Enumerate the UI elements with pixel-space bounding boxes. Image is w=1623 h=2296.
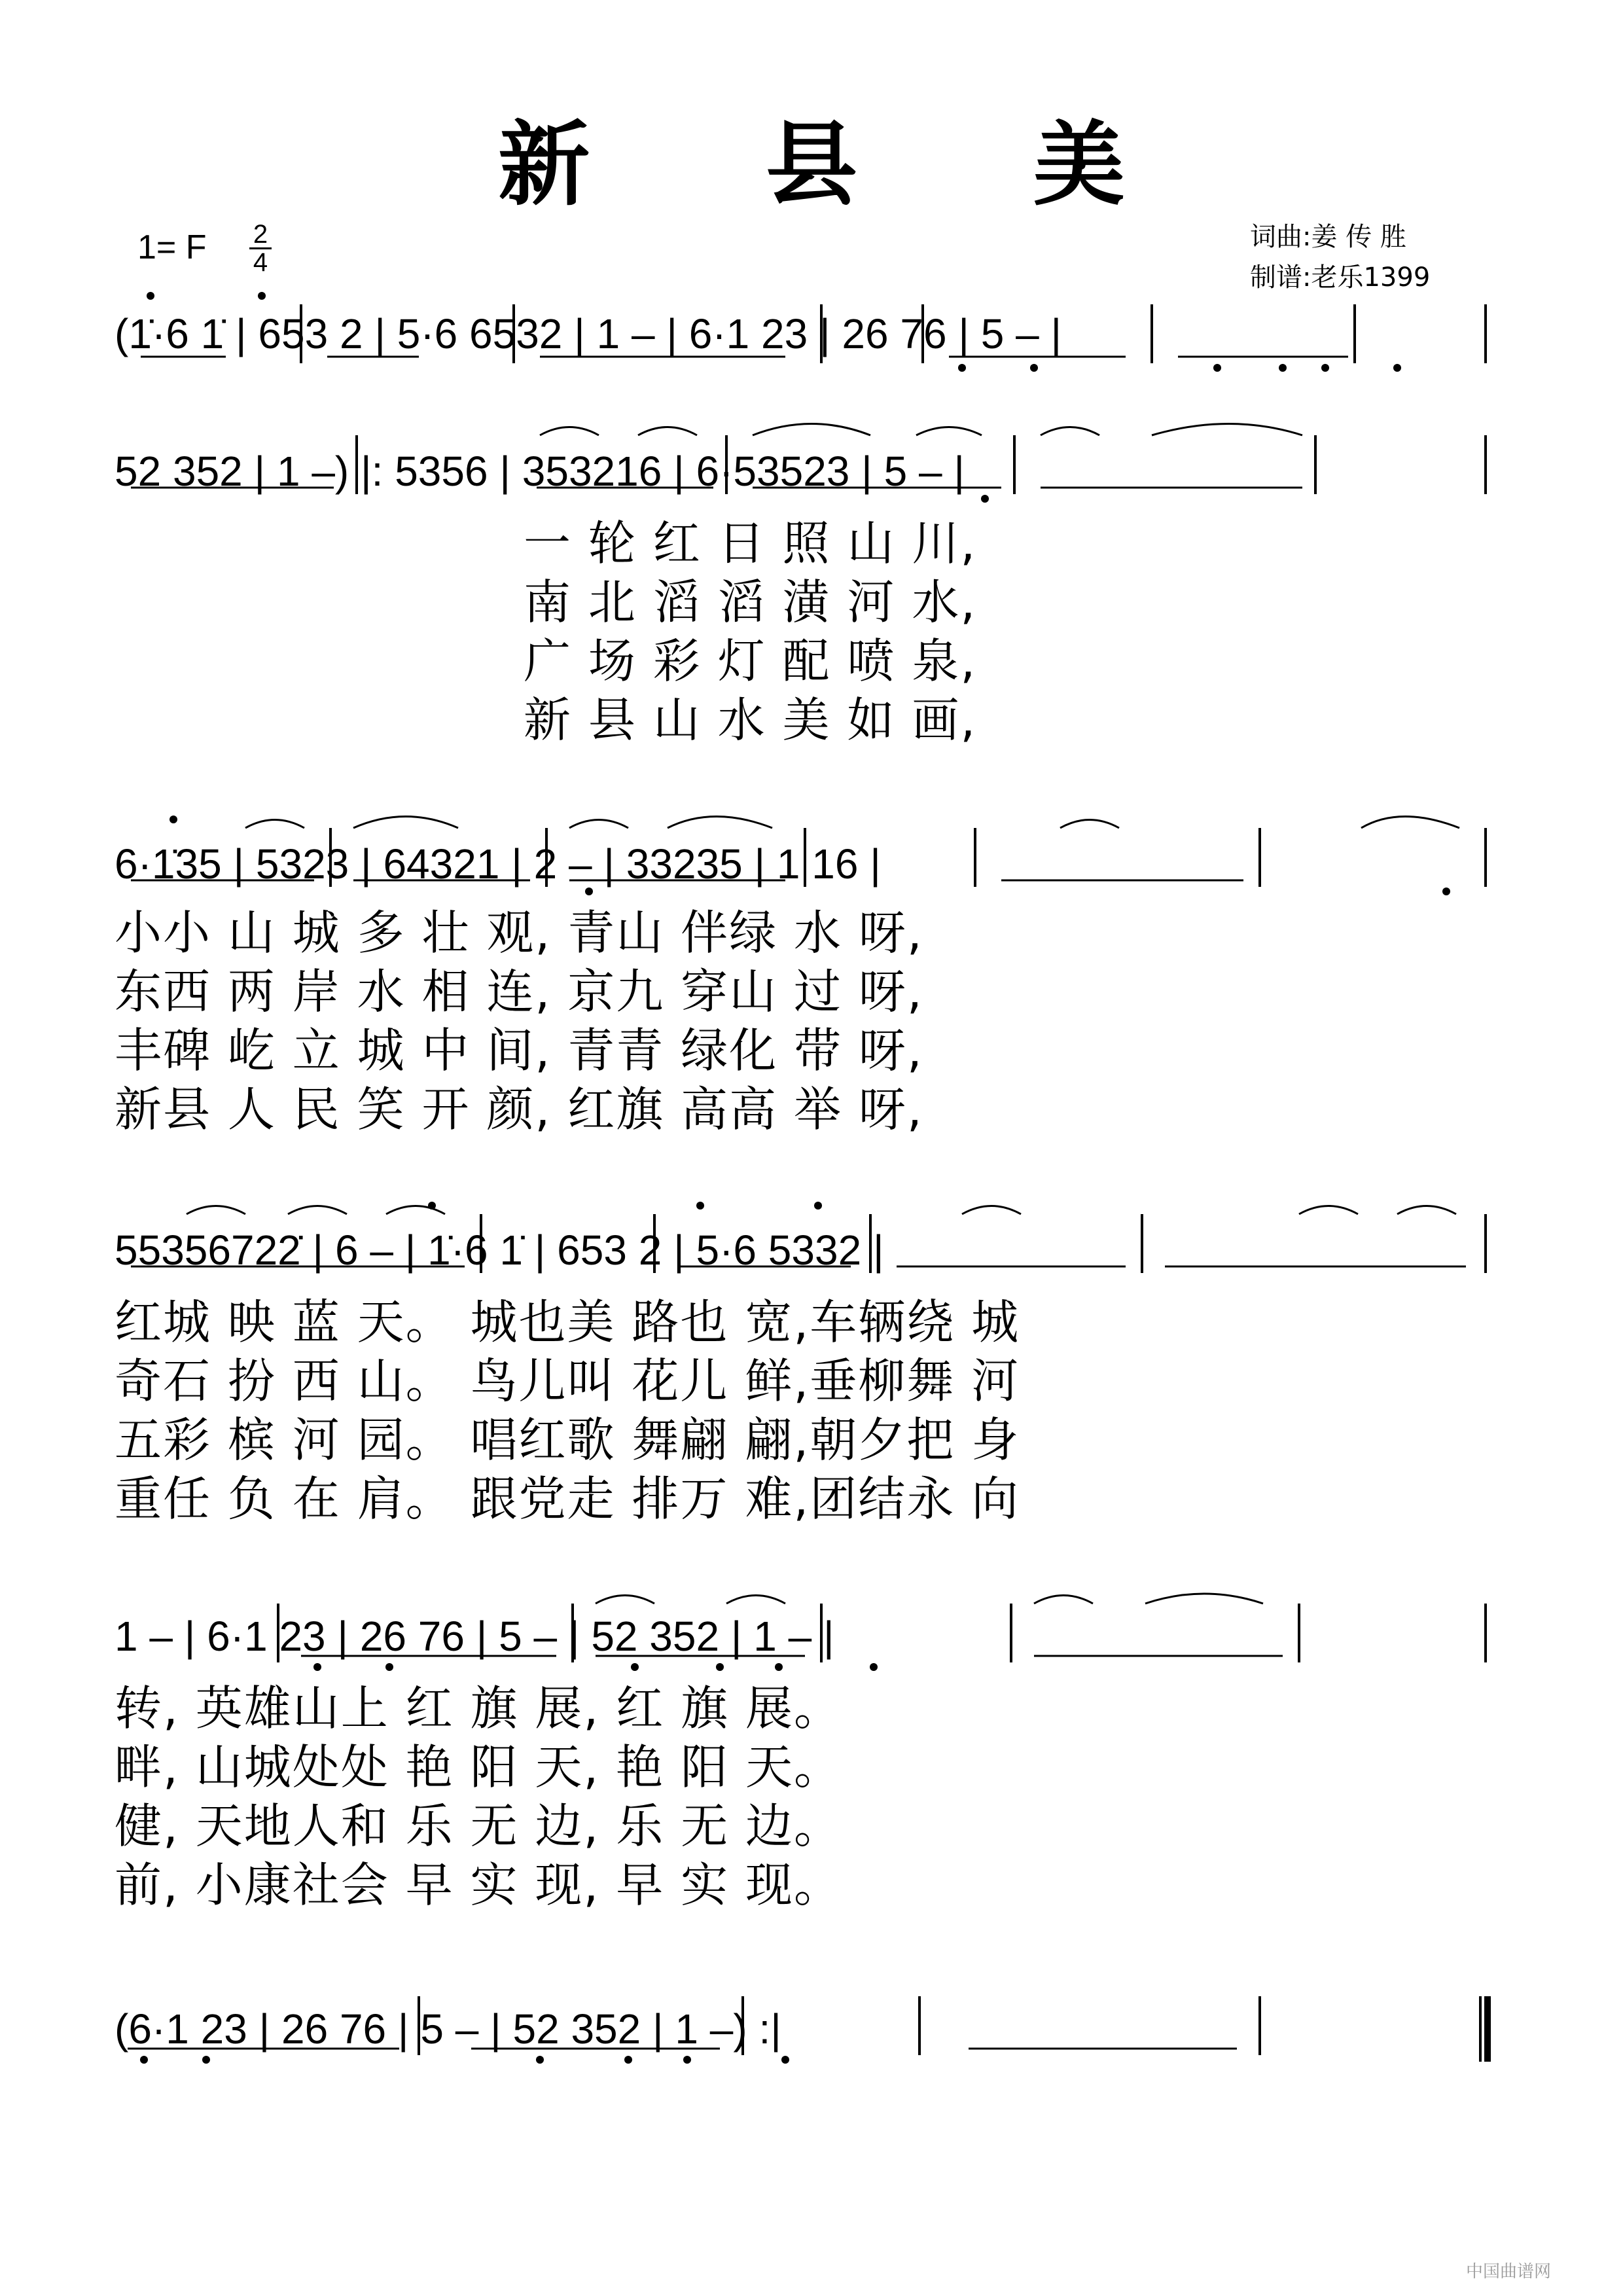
credit-lyrics-music: 词曲:姜 传 胜 — [1250, 222, 1406, 252]
time-signature-bottom: 4 — [253, 248, 268, 277]
song-title: 新 县 美 — [498, 112, 1197, 219]
score-row-6: (6·1 23 | 26 76 | 5 – | 52 352 | 1 –) :| — [115, 2005, 781, 2053]
lyrics-block-3-line-2: 奇石 扮 西 山。 鸟儿叫 花儿 鲜,垂柳舞 河 — [115, 1354, 1020, 1408]
credit-notation: 制谱:老乐1399 — [1250, 262, 1431, 293]
score-row-3: 6·1̇35 | 5323 | 64321 | 2 – | 33235 | 1 16 | — [115, 840, 881, 888]
watermark: 中国曲谱网 — [1466, 2262, 1552, 2282]
lyrics-block-4-line-3: 健, 天地人和 乐 无 边, 乐 无 边。 — [115, 1799, 842, 1854]
lyrics-block-1-line-1: 一 轮 红 日 照 山 川, — [524, 516, 977, 571]
lyrics-block-3-line-1: 红城 映 蓝 天。 城也美 路也 宽,车辆绕 城 — [115, 1295, 1020, 1350]
score-row-1: (1̇·6 1̇ | 653 2 | 5·6 6532 | 1 – | 6·1 23 | 26 76 | 5 – | — [115, 310, 1062, 357]
lyrics-block-4-line-4: 前, 小康社会 早 实 现, 早 实 现。 — [115, 1857, 842, 1912]
lyrics-block-4-line-2: 畔, 山城处处 艳 阳 天, 艳 阳 天。 — [115, 1740, 842, 1795]
time-signature — [247, 221, 274, 276]
lyrics-block-2-line-3: 丰碑 屹 立 城 中 间, 青青 绿化 带 呀, — [115, 1023, 923, 1078]
time-signature-top: 2 — [253, 220, 268, 249]
lyrics-block-2-line-2: 东西 两 岸 水 相 连, 京九 穿山 过 呀, — [115, 964, 923, 1019]
lyrics-block-4-line-1: 转, 英雄山上 红 旗 展, 红 旗 展。 — [115, 1681, 842, 1736]
lyrics-block-1-line-4: 新 县 山 水 美 如 画, — [524, 692, 977, 747]
score-row-2: 52 352 | 1 –) |: 5356 | 353216 | 6·53523 | 5 – | — [115, 448, 965, 495]
lyrics-block-1-line-3: 广 场 彩 灯 配 喷 泉, — [524, 634, 977, 689]
lyrics-block-2-line-4: 新县 人 民 笑 开 颜, 红旗 高高 举 呀, — [115, 1082, 923, 1137]
score-row-4: 55356722̇ | 6 – | 1̇·6 1̇ | 653 2 | 5·6 5332 | — [115, 1227, 884, 1274]
key-signature: 1= F — [137, 228, 207, 266]
lyrics-block-1-line-2: 南 北 滔 滔 潢 河 水, — [524, 575, 977, 630]
lyrics-block-2-line-1: 小小 山 城 多 壮 观, 青山 伴绿 水 呀, — [115, 905, 923, 960]
score-row-5: 1 – | 6·1 23 | 26 76 | 5 – | 52 352 | 1 – | — [115, 1613, 834, 1660]
lyrics-block-3-line-4: 重任 负 在 肩。 跟党走 排万 难,团结永 向 — [115, 1471, 1020, 1526]
lyrics-block-3-line-3: 五彩 槟 河 园。 唱红歌 舞翩 翩,朝夕把 身 — [115, 1412, 1020, 1467]
